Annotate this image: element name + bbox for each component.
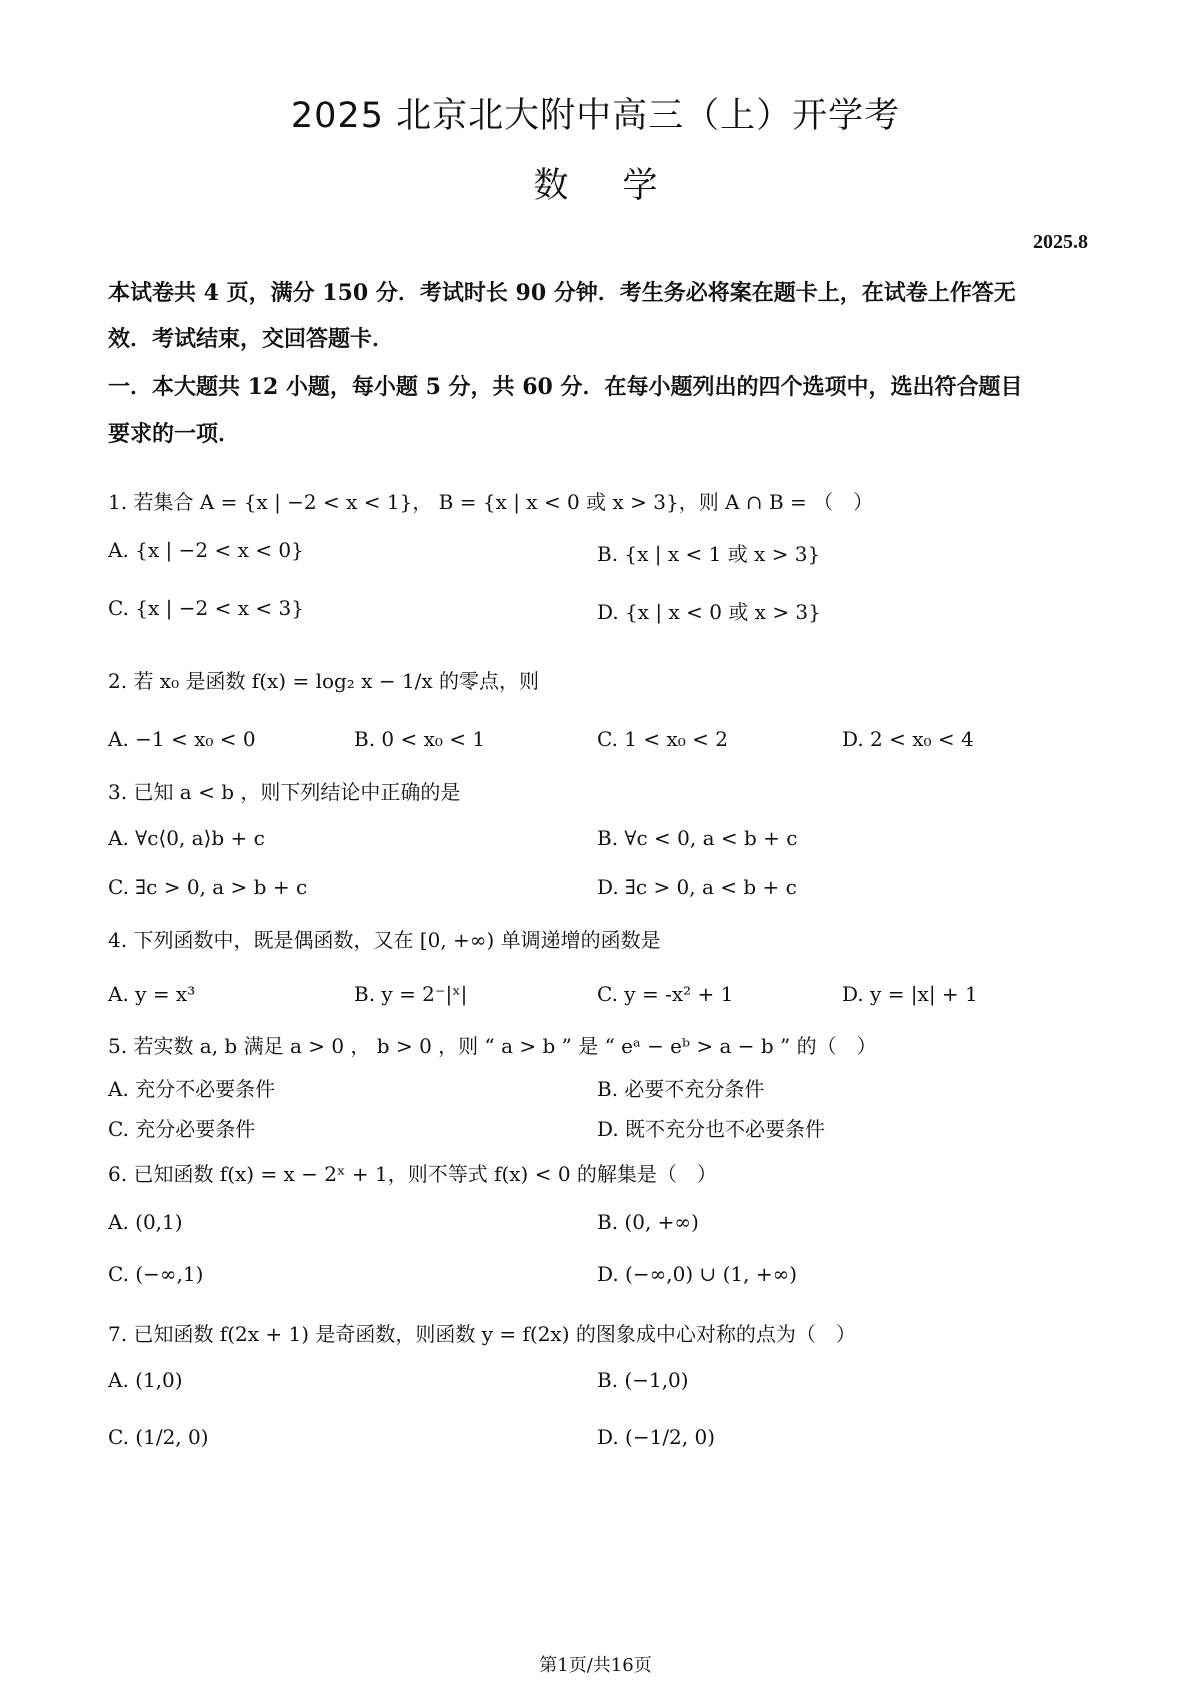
question-2-option-d: D. 2 < x₀ < 4 <box>842 727 974 751</box>
question-2-option-a: A. −1 < x₀ < 0 <box>108 727 256 751</box>
question-6-option-c: C. (−∞,1) <box>108 1262 204 1286</box>
page-number: 第1页/共16页 <box>539 1655 652 1676</box>
question-3-stem: 3. 已知 a < b ，则下列结论中正确的是 <box>108 780 461 804</box>
question-3-option-c: C. ∃c > 0, a > b + c <box>108 875 308 899</box>
question-2-option-b: B. 0 < x₀ < 1 <box>354 727 486 751</box>
question-7-option-c: C. (1/2, 0) <box>108 1425 209 1449</box>
question-1-option-a: A. {x | −2 < x < 0} <box>108 538 304 562</box>
section-heading: 一．本大题共 12 小题，每小题 5 分，共 60 分．在每小题列出的四个选项中，选出符合题目 <box>108 374 1023 400</box>
question-4-stem: 4. 下列函数中，既是偶函数，又在 [0, +∞) 单调递增的函数是 <box>108 928 661 952</box>
exam-title: 2025 北京北大附中高三（上）开学考 <box>290 96 901 136</box>
question-4-option-c: C. y = -x² + 1 <box>597 982 734 1006</box>
question-1-stem: 1. 若集合 A = {x | −2 < x < 1}， B = {x | x < 0 或 x > 3}，则 A ∩ B = （ ） <box>108 490 874 514</box>
exam-date: 2025.8 <box>1033 231 1088 253</box>
question-3-option-b: B. ∀c < 0, a < b + c <box>597 826 798 850</box>
question-7-option-d: D. (−1/2, 0) <box>597 1425 716 1449</box>
question-7-stem: 7. 已知函数 f(2x + 1) 是奇函数，则函数 y = f(2x) 的图象成中心对称的点为（ ） <box>108 1322 856 1346</box>
question-2-stem: 2. 若 x₀ 是函数 f(x) = log₂ x − 1/x 的零点，则 <box>108 669 540 693</box>
subject-title: 数学 <box>533 166 712 206</box>
section-heading-cont: 要求的一项． <box>108 421 241 447</box>
question-7-option-b: B. (−1,0) <box>597 1368 689 1392</box>
question-4-option-a: A. y = x³ <box>108 982 196 1006</box>
question-2-option-c: C. 1 < x₀ < 2 <box>597 727 728 751</box>
question-1-option-b: B. {x | x < 1 或 x > 3} <box>597 542 821 566</box>
question-3-option-a: A. ∀c⟨0, a⟩b + c <box>108 826 265 850</box>
question-5-option-a: A. 充分不必要条件 <box>108 1077 276 1101</box>
question-5-option-c: C. 充分必要条件 <box>108 1117 256 1141</box>
question-5-stem: 5. 若实数 a, b 满足 a > 0 ， b > 0 ，则 “ a > b ” 是 “ eᵃ − eᵇ > a − b ” 的（ ） <box>108 1034 877 1058</box>
question-4-option-b: B. y = 2⁻|ˣ| <box>354 982 468 1006</box>
intro-line-2: 效．考试结束，交回答题卡． <box>108 326 395 352</box>
question-3-option-d: D. ∃c > 0, a < b + c <box>597 875 797 899</box>
question-4-option-d: D. y = |x| + 1 <box>842 982 978 1006</box>
question-6-stem: 6. 已知函数 f(x) = x − 2ˣ + 1，则不等式 f(x) < 0 的解集是（ ） <box>108 1162 717 1186</box>
question-6-option-a: A. (0,1) <box>108 1210 183 1234</box>
question-7-option-a: A. (1,0) <box>108 1368 183 1392</box>
question-6-option-d: D. (−∞,0) ∪ (1, +∞) <box>597 1262 798 1286</box>
question-1-option-c: C. {x | −2 < x < 3} <box>108 596 304 620</box>
intro-line-1: 本试卷共 4 页，满分 150 分．考试时长 90 分钟．考生务必将案在题卡上，在试卷上作答无 <box>108 280 1016 306</box>
question-1-option-d: D. {x | x < 0 或 x > 3} <box>597 600 821 624</box>
question-6-option-b: B. (0, +∞) <box>597 1210 699 1234</box>
question-5-option-d: D. 既不充分也不必要条件 <box>597 1117 826 1141</box>
question-5-option-b: B. 必要不充分条件 <box>597 1077 765 1101</box>
